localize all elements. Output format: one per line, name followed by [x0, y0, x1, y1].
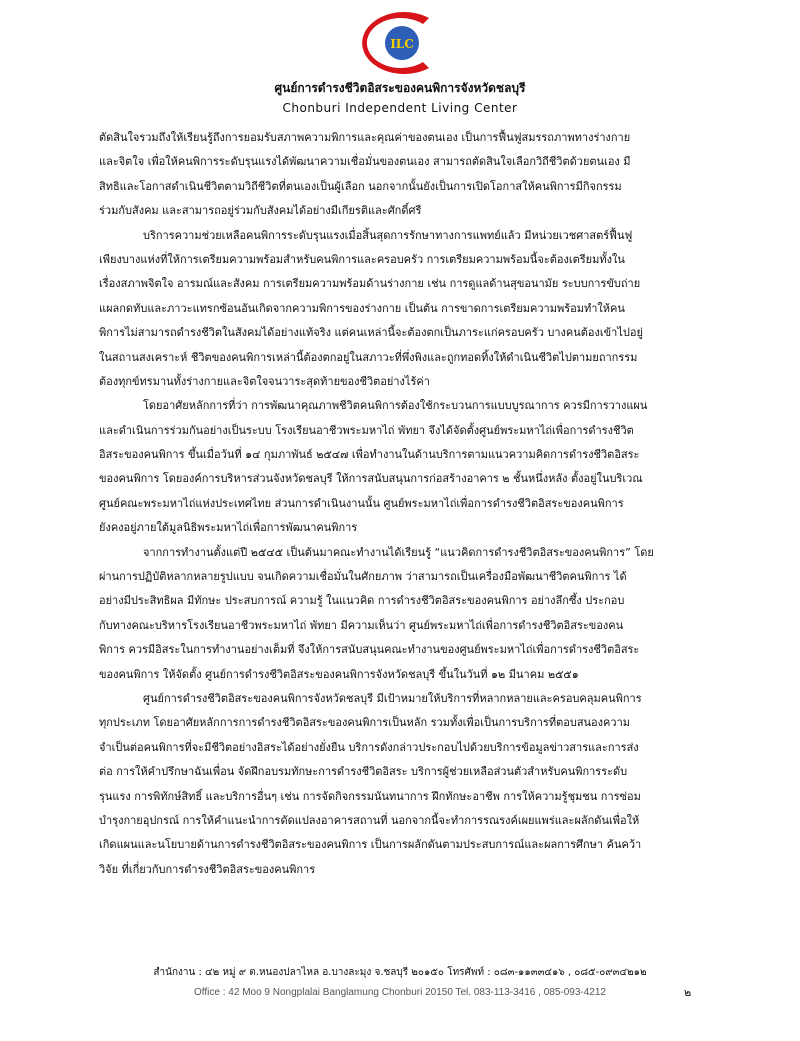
footer-address-english: Office : 42 Moo 9 Nongplalai Banglamung Chonburi 20150 Tel. 083-113-3416 , 085-093-4212: [194, 987, 606, 998]
text-line: พิการ ควรมีอิสระในการทำงานอย่างเต็มที่ จึงให้การสนับสนุนคณะทำงานของศูนย์พระมหาไถ่เพื่อการดำรงชีวิตอิสระ: [99, 643, 640, 657]
text-line: ของคนพิการ โดยองค์การบริหารส่วนจังหวัดชลบุรี ให้การสนับสนุนการก่อสร้างอาคาร ๒ ชั้นหนึ่งหลัง ตั้งอยู่ในบริเวณ: [99, 472, 643, 486]
text-line: โดยอาศัยหลักการที่ว่า การพัฒนาคุณภาพชีวิตคนพิการต้องใช้กระบวนการแบบบูรณาการ ควรมีการวางแผน: [143, 399, 648, 413]
ilc-logo: [331, 8, 465, 78]
document-body: [99, 126, 719, 882]
text-line: กับทางคณะบริหารโรงเรียนอาชีวพระมหาไถ่ พัทยา มีความเห็นว่า ศูนย์พระมหาไถ่เพื่อการดำรงชีวิตอิสระของคน: [99, 618, 624, 632]
text-line: ศูนย์การดำรงชีวิตอิสระของคนพิการจังหวัดชลบุรี มีเป้าหมายให้บริการที่หลากหลายและครอบคลุมคนพิการ: [143, 691, 642, 705]
text-line: ทุกประเภท โดยอาศัยหลักการการดำรงชีวิตอิสระของคนพิการเป็นหลัก รวมทั้งเพื่อเป็นการบริการที่ตอบสนองความ: [99, 716, 630, 730]
text-line: ในสถานสงเคราะห์ ชีวิตของคนพิการเหล่านี้ต้องตกอยู่ในสภาวะที่พึ่งพิงและถูกทอดทิ้งให้ดำเนินชีวิตไปตามยถากรรม: [99, 350, 638, 364]
page-number: ๒: [684, 986, 692, 999]
text-line: พิการไม่สามารถดำรงชีวิตในสังคมได้อย่างแท้จริง แต่คนเหล่านี้จะต้องตกเป็นภาระแก่ครอบครัว บางคนต้องเข้าไปอยู่: [99, 326, 643, 340]
text-line: ผ่านการปฏิบัติหลากหลายรูปแบบ จนเกิดความเชื่อมั่นในศักยภาพ ว่าสามารถเป็นเครื่องมือพัฒนาชีวิตคนพิการ ได้: [99, 570, 627, 584]
text-line: เรื่องสภาพจิตใจ อารมณ์และสังคม การเตรียมความพร้อมด้านร่างกาย เช่น การดูแลด้านสุขอนามัย ระบบการขับถ่าย: [99, 277, 641, 291]
text-line: รุนแรง การพิทักษ์สิทธิ์ และบริการอื่นๆ เช่น การจัดกิจกรรมนันทนาการ ฝึกทักษะอาชีพ การให้ความรู้ชุมชน การซ่อม: [99, 789, 641, 803]
text-line: จำเป็นต่อคนพิการที่จะมีชีวิตอย่างอิสระได้อย่างยั่งยืน บริการดังกล่าวประกอบไปด้วยบริการข้อมูลข่าวสารและการส่ง: [99, 740, 639, 754]
text-line: สิทธิและโอกาสดำเนินชีวิตตามวิถีชีวิตที่ตนเองเป็นผู้เลือก นอกจากนั้นยังเป็นการเปิดโอกาสให้คนพิการมีกิจกรรม: [99, 179, 622, 193]
ilc-logo-graphic: [331, 8, 465, 78]
text-line: ต้องทุกข์ทรมานทั้งร่างกายและจิตใจจนวาระสุดท้ายของชีวิตอย่างไร้ค่า: [99, 374, 430, 388]
org-name-english: Chonburi Independent Living Center: [282, 101, 518, 115]
text-line: บำรุงกายอุปกรณ์ การให้คำแนะนำการดัดแปลงอาคารสถานที่ นอกจากนี้จะทำการรณรงค์เผยแพร่และผลักดันเพื่อให้: [99, 813, 640, 827]
text-line: อิสระของคนพิการ ขึ้นเมื่อวันที่ ๑๔ กุมภาพันธ์ ๒๕๔๗ เพื่อทำงานในด้านบริการตามแนวความคิดการดำรงชีวิตอิสระ: [99, 448, 640, 462]
text-line: ร่วมกับสังคม และสามารถอยู่ร่วมกับสังคมได้อย่างมีเกียรติและศักดิ์ศรี: [99, 204, 422, 218]
text-line: ของคนพิการ ให้จัดตั้ง ศูนย์การดำรงชีวิตอิสระของคนพิการจังหวัดชลบุรี ขึ้นในวันที่ ๑๒ มีนาคม ๒๕๕๑: [99, 667, 579, 681]
text-line: แผลกดทับและภาวะแทรกซ้อนอันเกิดจากความพิการของร่างกาย เป็นต้น การขาดการเตรียมความพร้อมทำให้คน: [99, 301, 625, 315]
text-line: วิจัย ที่เกี่ยวกับการดำรงชีวิตอิสระของคนพิการ: [99, 862, 316, 876]
logo-text: ILC: [390, 37, 414, 51]
text-line: ยังคงอยู่ภายใต้มูลนิธิพระมหาไถ่เพื่อการพัฒนาคนพิการ: [99, 521, 358, 535]
text-line: และจิตใจ เพื่อให้คนพิการระดับรุนแรงได้พัฒนาความเชื่อมั่นของตนเอง สามารถตัดสินใจเลือกวิถีชีวิตด้วยตนเอง มี: [99, 155, 631, 169]
text-line: บริการความช่วยเหลือคนพิการระดับรุนแรงเมื่อสิ้นสุดการรักษาทางการแพทย์แล้ว มีหน่วยเวชศาสตร์ฟื้นฟู: [143, 228, 633, 242]
text-line: เพียงบางแห่งที่ให้การเตรียมความพร้อมสำหรับคนพิการและครอบครัว การเตรียมความพร้อมนี้จะต้องเตรียมทั้งใน: [99, 252, 625, 266]
text-line: เกิดแผนและนโยบายด้านการดำรงชีวิตอิสระของคนพิการ เป็นการผลักดันตามประสบการณ์และผลการศึกษา ค้นคว้า: [99, 838, 642, 852]
text-line: ต่อ การให้คำปรึกษาฉันเพื่อน จัดฝึกอบรมทักษะการดำรงชีวิตอิสระ บริการผู้ช่วยเหลือส่วนตัวสำหรับคนพิการระดับ: [99, 765, 628, 779]
org-name-thai: ศูนย์การดำรงชีวิตอิสระของคนพิการจังหวัดชลบุรี: [274, 81, 526, 95]
text-line: ตัดสินใจรวมถึงให้เรียนรู้ถึงการยอมรับสภาพความพิการและคุณค่าของตนเอง เป็นการฟื้นฟูสมรรถภาพทางร่างกาย: [99, 131, 631, 144]
text-line: ศูนย์คณะพระมหาไถ่แห่งประเทศไทย ส่วนการดำเนินงานนั้น ศูนย์พระมหาไถ่เพื่อการดำรงชีวิตอิสระของคนพิการ: [99, 496, 624, 510]
text-line: จากการทำงานตั้งแต่ปี ๒๕๔๕ เป็นต้นมาคณะทำงานได้เรียนรู้ “แนวคิดการดำรงชีวิตอิสระของคนพิการ” โดย: [143, 545, 654, 559]
text-line: และดำเนินการร่วมกันอย่างเป็นระบบ โรงเรียนอาชีวพระมหาไถ่ พัทยา จึงได้จัดตั้งศูนย์พระมหาไถ่เพื่อการดำรงชีวิต: [99, 423, 634, 437]
text-line: อย่างมีประสิทธิผล มีทักษะ ประสบการณ์ ความรู้ ในแนวคิด การดำรงชีวิตอิสระของคนพิการ อย่างลึกซึ้ง ประกอบ: [99, 594, 625, 608]
footer-address-thai: สำนักงาน : ๔๒ หมู่ ๙ ต.หนองปลาไหล อ.บางละมุง จ.ชลบุรี ๒๐๑๕๐ โทรศัพท์ : ๐๘๓-๑๑๓๓๔๑๖ , ๐๘๕-๐๙๓๔๒๑๒: [153, 967, 647, 978]
